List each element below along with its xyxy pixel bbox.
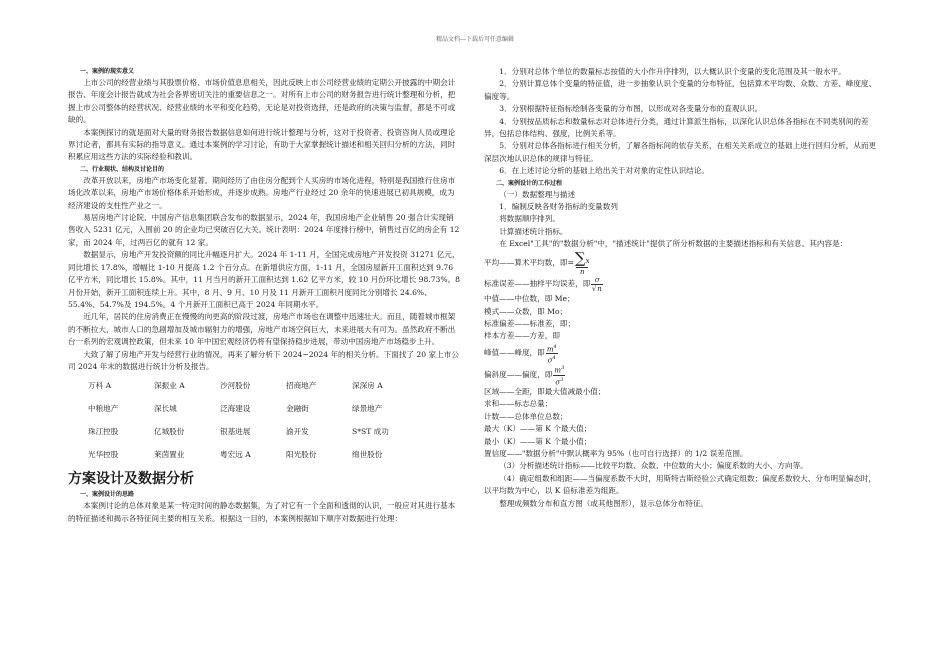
company-name: 万科 A bbox=[88, 381, 112, 391]
kurtosis-formula-line bbox=[484, 343, 880, 365]
company-name: 莱茵置业 bbox=[154, 450, 185, 460]
paragraph: 1．分别对总体个单位的数量标志按值的大小作升序排列，以大概认识个变量的变化范围及其一般水平。 bbox=[499, 67, 846, 76]
company-name: 招商地产 bbox=[286, 381, 317, 391]
formula-label: 偏斜度——偏度，即 bbox=[484, 370, 553, 379]
mean-formula bbox=[574, 248, 590, 277]
company-name: 深长城 bbox=[154, 404, 177, 414]
paragraph: 本案例讨论的总体对象是某一特定时间的静态数据集，为了对它有一个全面和透彻的认识，一般应对其进行基本的特征描述和揭示各特征间主要的相互关系。根据这一目的，本案例根据如下顺序对数据进行处理： bbox=[68, 501, 456, 523]
formula-label: 峰值——峰度，即 bbox=[484, 348, 545, 358]
company-name: 银基进展 bbox=[220, 427, 251, 437]
paragraph: 改革开放以来，房地产市场变化显著。期间经历了由住房分配到个人买房的市场化进程，特别是我国推行住房市场化改革以来，房地产市场价格体系开始形成，并逐步成熟。房地产行业经过 20 余年的快速进展已初具规模，成为经济建设的支柱性产业之一。 bbox=[68, 175, 456, 210]
section-heading: 二、行业现状、结构及讨论目的 bbox=[80, 165, 165, 173]
right-column bbox=[484, 66, 880, 510]
company-name: 光华控股 bbox=[88, 450, 119, 460]
mean-denominator: n bbox=[579, 268, 585, 277]
text-line: 计数——总体单位总数； bbox=[484, 411, 568, 421]
text-line: 计算描述统计指标。 bbox=[499, 226, 568, 236]
se-formula bbox=[591, 276, 603, 293]
paragraph: 整理成频数分布和直方图（或其他图形），显示总体分布特征。 bbox=[499, 498, 709, 508]
company-name: 绵世股份 bbox=[352, 450, 383, 460]
paragraph: 在 Excel"工具"的"数据分析"中，"描述统计"提供了所分析数据的主要描述指标和有关信息。其内容是： bbox=[499, 239, 848, 249]
paragraph: （3）分析描述统计指标——比较平均数、众数、中位数的大小；偏度系数的大小、方向等。 bbox=[499, 461, 808, 471]
company-name: 金融街 bbox=[286, 404, 309, 414]
text-line: 置信度——"数据分析"中默认概率为 95%（也可自行选择）的 1/2 误差范围。 bbox=[484, 449, 748, 459]
left-column bbox=[68, 66, 460, 525]
mean-formula-line bbox=[484, 248, 880, 277]
paragraph: 本案例探讨的就是面对大量的财务报告数据信息如何进行统计整理与分析，这对于投资者、投资咨询人员或理论界讨论者，都具有实际的指导意义。通过本案例的学习讨论，有助于大家掌握统计描述和相关回归分析的方法，同时积累应用这些方法的实际经验和教训。 bbox=[68, 127, 456, 162]
text-line: 1．编制反映各财务指标的变量数列 bbox=[499, 202, 618, 212]
formula-label: 标准误差——抽样平均误差，即 bbox=[484, 279, 591, 289]
paragraph: 大致了解了房地产开发与经营行业的情况，再来了解分析下 2024~2024 年的相关分析。下面找了 20 家上市公司 2024 年末的数据进行统计分析及报告。 bbox=[68, 349, 459, 371]
text-line: 样本方差——方差，即 bbox=[484, 331, 560, 341]
text-line: 模式——众数，即 Mo； bbox=[484, 306, 568, 316]
company-name: 阳光股份 bbox=[286, 450, 317, 460]
kurtosis-formula bbox=[546, 343, 558, 365]
company-name: 沙河股份 bbox=[220, 381, 251, 391]
sigma-icon: ∑ bbox=[574, 248, 586, 267]
company-name: 珠江控股 bbox=[88, 427, 119, 437]
se-denominator: √n bbox=[591, 285, 602, 294]
skewness-formula-line bbox=[484, 364, 880, 386]
company-name: 泛海建设 bbox=[220, 404, 251, 414]
chapter-title: 方案设计及数据分析 bbox=[68, 471, 194, 488]
company-name: 粤宏远 A bbox=[220, 450, 251, 460]
paragraph: 5．分别对总体各指标进行相关分析，了解各指标间的依存关系，在相关关系成立的基础上进行回归分析，从而更深层次地认识总体的规律与特征。 bbox=[484, 141, 877, 163]
paragraph: 数据显示，房地产开发投资额的同比升幅逐月扩大。2024 年 1-11 月，全国完成房地产开发投资 31271 亿元，同比增长 17.8%，增幅比 1-10 月提高 1.2 个百分点。在新增供应方面，1-11 月，全国房屋新开工面积达到 9.76 亿平方米，同比增长 15.8%。其中，11 月当月的新开工面积达到 1.62 亿平方米，较 10 月份环比增长 98.73%。8 月份开始，新开工面积连续上升。其中，8 月、9 月、10 月及 11 月新开工面积月度同比分别增长 24.6%、55.4%、54.7%及 194.5%。4 个月新开工面积已高于 2024 年同期水平。 bbox=[68, 250, 461, 309]
skewness-numerator: $m^3$ bbox=[554, 365, 565, 375]
text-line: 求和——标志总量； bbox=[484, 399, 553, 409]
company-name: 绿景地产 bbox=[352, 404, 383, 414]
page-header: 精品文档---下载后可任意编辑 bbox=[435, 36, 515, 43]
section-heading: 二、案例设计的工作过程 bbox=[496, 179, 563, 187]
paragraph: 近几年，居民的住房消费正在慢慢的向更高的阶段过渡，房地产市场也在调整中迅速壮大。而且，随着城市框架的不断拉大，城市人口的急剧增加及城市辐射力的增强，房地产市场空间巨大，未来进展大有可为。虽然政府不断出台一系列的宏观调控政策，但未来 10 年中国宏观经济仍将有望保持稳步进展，带动中国房地产市场稳步上升。 bbox=[68, 312, 456, 347]
text-line: 最小（K）——第 K 个最小值； bbox=[484, 436, 592, 446]
company-name: 亿城股份 bbox=[154, 427, 185, 437]
text-line: 标准偏差——标准差，即； bbox=[484, 318, 576, 328]
paragraph: 4．分别按品质标志和数量标志对总体进行分类，通过计算派生指标，以深化认识总体各指标在不同类别间的差异，包括总体结构、强度，比例关系等。 bbox=[484, 116, 869, 139]
paragraph: 易居房地产讨论院、中国房产信息集团联合发布的数据显示，2024 年，我国房地产企业销售 20 强合计实现销售收入 5231 亿元，入围前 20 的企业均已突破百亿大关。统计表明：2024 年度排行榜中，销售过百亿的房企有 12 家，而 2024 年，过两百亿的就有 12 家。 bbox=[68, 213, 460, 247]
paragraph: 2．分别计算总体个变量的特征值，进一步抽象认识个变量的分布特征，包括算术平均数、众数、方差、峰度度、偏度等。 bbox=[484, 79, 877, 101]
subsection-heading: （一）数据整理与描述 bbox=[499, 189, 576, 199]
section-heading: 一、案例设计的思路 bbox=[80, 491, 135, 499]
se-numerator: σ bbox=[594, 276, 600, 285]
paragraph: 6．在上述讨论分析的基础上给出关于对对象的定性认识结论。 bbox=[499, 166, 710, 176]
kurtosis-numerator: $m^4$ bbox=[546, 343, 557, 354]
company-name: 深振业 A bbox=[154, 381, 185, 391]
text-line: 将数据顺序排列。 bbox=[499, 214, 560, 224]
paragraph: 3．分别根据特征指标绘制各变量的分布图，以形成对各变量分布的直观认识。 bbox=[499, 104, 763, 114]
company-name: 渝开发 bbox=[286, 427, 309, 437]
skewness-denominator: $\sigma^3$ bbox=[555, 376, 564, 387]
paragraph: （4）确定组数和组距——当偏度系数不大时，用斯特吉斯经验公式确定组数；偏度系数较大、分布明显偏态时，以平均数为中心，以 K 倍标准差为组距。 bbox=[484, 473, 877, 496]
text-line: 最大（K）——第 K 个最大值； bbox=[484, 424, 592, 434]
company-name: 中粮地产 bbox=[88, 404, 119, 414]
mean-numerator: ∑x bbox=[574, 248, 590, 267]
company-name: S*ST 成功 bbox=[352, 427, 389, 437]
paragraph: 上市公司的经营业绩与其股票价格、市场价值息息相关，因此反映上市公司经营业绩的定期公开披露的中期会计报告、年度会计报告就成为社会各界密切关注的重要信息之一。对所有上市公司的财务报告进行统计整理和分析，把握上市公司整体的经营状况、经营业绩的水平和变化趋势，无论是对投资选择，还是政府的决策与监督，都是不可或缺的。 bbox=[68, 78, 456, 125]
formula-label: 平均——算术平均数，即= bbox=[484, 258, 574, 268]
kurtosis-denominator: $\sigma^4$ bbox=[547, 355, 556, 365]
skewness-formula bbox=[553, 364, 565, 386]
company-list bbox=[88, 380, 460, 461]
text-line: 中值——中位数，即 Me； bbox=[484, 294, 575, 304]
se-formula-line bbox=[484, 276, 880, 293]
company-name: 深深房 A bbox=[352, 381, 383, 391]
section-heading: 一、案例的现实意义 bbox=[80, 68, 135, 75]
text-line: 区域——全距，即最大值减最小值； bbox=[484, 387, 606, 397]
